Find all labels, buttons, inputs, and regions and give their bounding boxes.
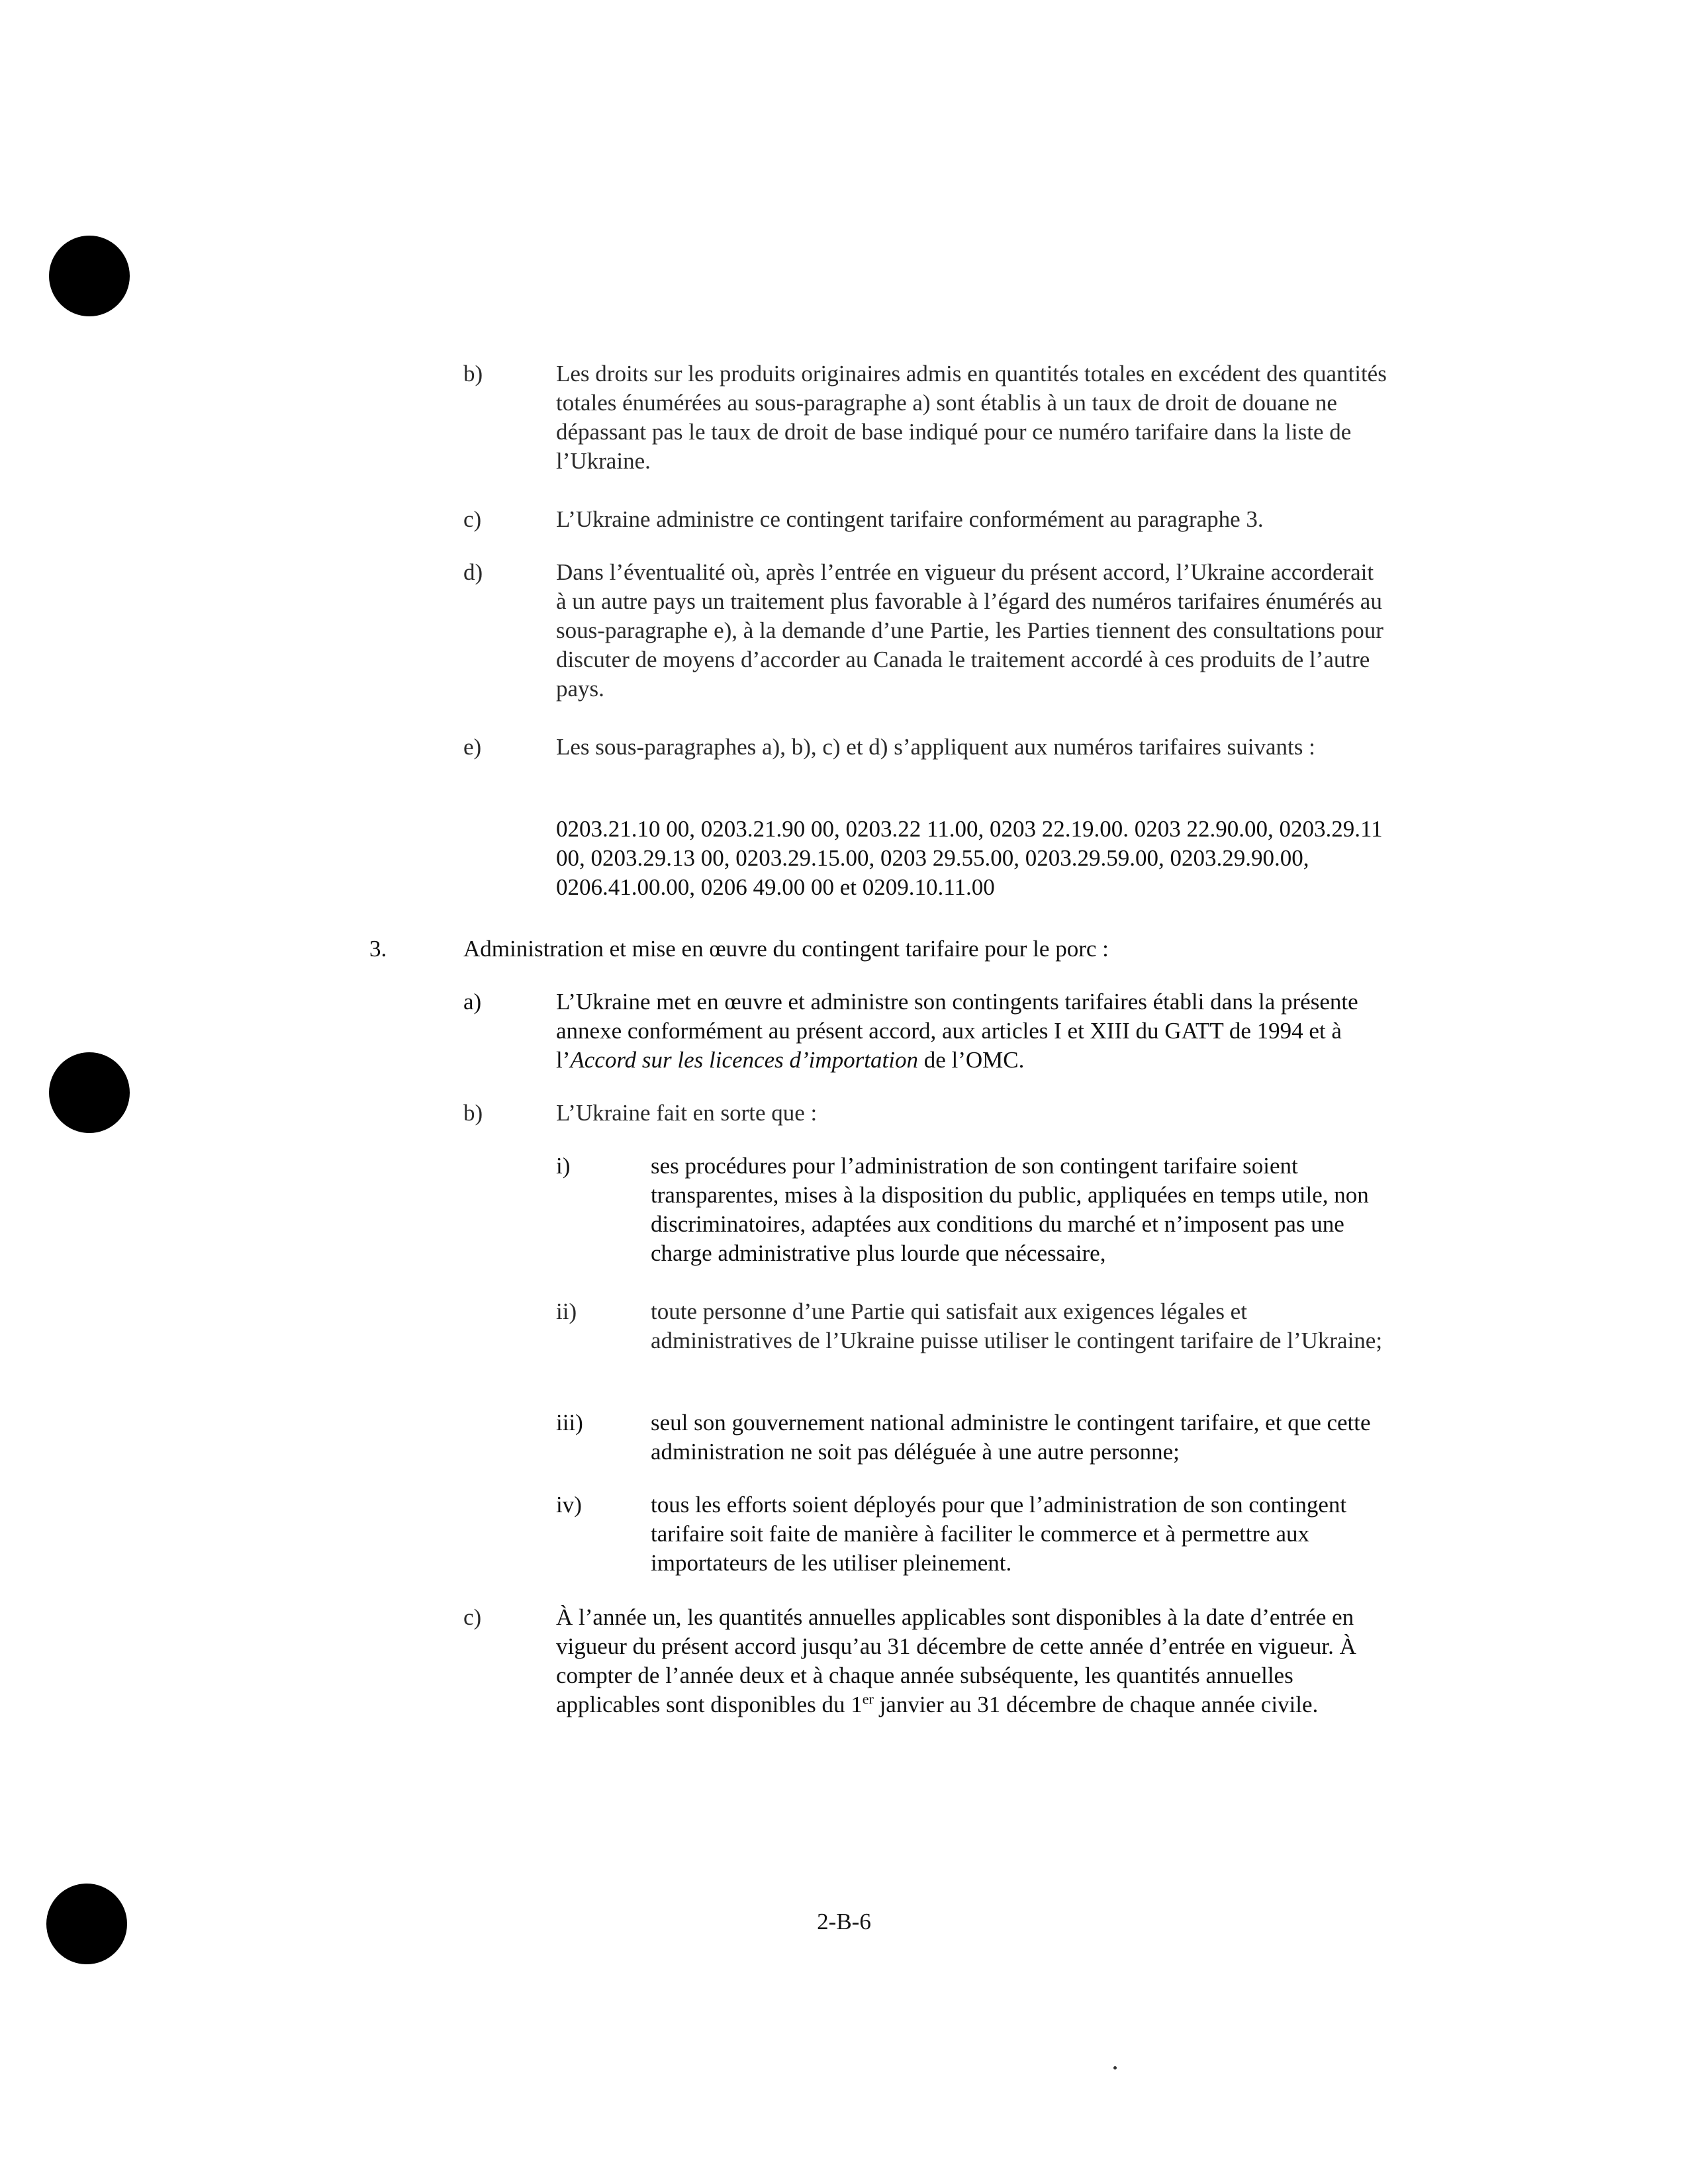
- section-3-b-text: L’Ukraine fait en sorte que :: [556, 1100, 818, 1126]
- punch-hole-middle: [49, 1052, 130, 1133]
- item-e-label: e): [463, 734, 482, 760]
- scan-speck: [1113, 2066, 1117, 2070]
- section-3-b-label: b): [463, 1100, 483, 1126]
- item-b-text: Les droits sur les produits originaires admis en quantités totales en excédent des quantités totales énumérées au sous-paragraphe a) sont établis à un taux de droit de douane ne dépassant pas le taux de droit de base indiqué pour ce numéro tarifaire dans la liste de l’Ukraine.: [556, 361, 1387, 474]
- section-3-a-text-end: de l’OMC.: [917, 1047, 1025, 1073]
- item-d-label: d): [463, 559, 483, 585]
- item-c-label: c): [463, 506, 482, 532]
- item-e-text: Les sous-paragraphes a), b), c) et d) s’appliquent aux numéros tarifaires suivants :: [556, 734, 1315, 760]
- section-3-heading: Administration et mise en œuvre du contingent tarifaire pour le porc :: [463, 936, 1109, 962]
- subitem-ii-label: ii): [556, 1298, 577, 1324]
- subitem-ii-text: toute personne d’une Partie qui satisfait aux exigences légales et administratives de l’Ukraine puisse utiliser le contingent tarifaire de l’Ukraine;: [651, 1298, 1383, 1353]
- tariff-codes-list: 0203.21.10 00, 0203.21.90 00, 0203.22 11.00, 0203 22.19.00. 0203 22.90.00, 0203.29.11 00, 0203.29.13 00, 0203.29.15.00, 0203 29.55.00, 0203.29.59.00, 0203.29.90.00, 0206.41.00.00, 0206 49.00 00 et 0209.10.11.00: [556, 816, 1383, 900]
- import-licensing-agreement-title: Accord sur les licences d’importation: [570, 1047, 918, 1073]
- section-3-c-text: [556, 1603, 1387, 1719]
- subitem-iii-label: iii): [556, 1410, 583, 1435]
- section-3-a-text-main: L’Ukraine met en œuvre et administre son contingents tarifaires établi dans la présente annexe conformément au présent accord, aux articles I et XIII du GATT de 1994 et à l’: [556, 989, 1358, 1073]
- item-b-label: b): [463, 361, 483, 387]
- section-3-a-text: [556, 987, 1387, 1075]
- item-c-text: L’Ukraine administre ce contingent tarifaire conformément au paragraphe 3.: [556, 506, 1264, 532]
- item-d-text: Dans l’éventualité où, après l’entrée en vigueur du présent accord, l’Ukraine accorderait à un autre pays un traitement plus favorable à l’égard des numéros tarifaires énumérés au sous-paragraphe e), à la demande d’une Partie, les Parties tiennent des consultations pour discuter de moyens d’accorder au Canada le traitement accordé à ces produits de l’autre pays.: [556, 559, 1383, 702]
- subitem-i-text: ses procédures pour l’administration de son contingent tarifaire soient transparentes, mises à la disposition du public, appliquées en temps utile, non discriminatoires, adaptées aux conditions du marché et n’imposent pas une charge administrative plus lourde que nécessaire,: [651, 1153, 1369, 1266]
- section-3-c-text-main: À l’année un, les quantités annuelles applicables sont disponibles à la date d’entrée en vigueur du présent accord jusqu’au 31 décembre de cette année d’entrée en vigueur. À compter de l’année deux et à chaque année subséquente, les quantités annuelles applicables sont disponibles du 1: [556, 1604, 1356, 1717]
- page-number: 2-B-6: [817, 1909, 871, 1934]
- section-3-c-text-end: janvier au 31 décembre de chaque année civile.: [873, 1692, 1319, 1717]
- section-3-number: 3.: [369, 936, 387, 962]
- punch-hole-bottom: [46, 1884, 127, 1964]
- subitem-iv-label: iv): [556, 1492, 582, 1518]
- subitem-i-label: i): [556, 1153, 571, 1179]
- subitem-iii-text: seul son gouvernement national administre le contingent tarifaire, et que cette administration ne soit pas déléguée à une autre personne;: [651, 1410, 1371, 1465]
- subitem-iv-text: tous les efforts soient déployés pour que l’administration de son contingent tarifaire soit faite de manière à faciliter le commerce et à permettre aux importateurs de les utiliser pleinement.: [651, 1492, 1347, 1576]
- punch-hole-top: [49, 236, 130, 316]
- section-3-a-label: a): [463, 989, 482, 1015]
- section-3-c-label: c): [463, 1604, 482, 1630]
- ordinal-superscript: er: [862, 1690, 874, 1707]
